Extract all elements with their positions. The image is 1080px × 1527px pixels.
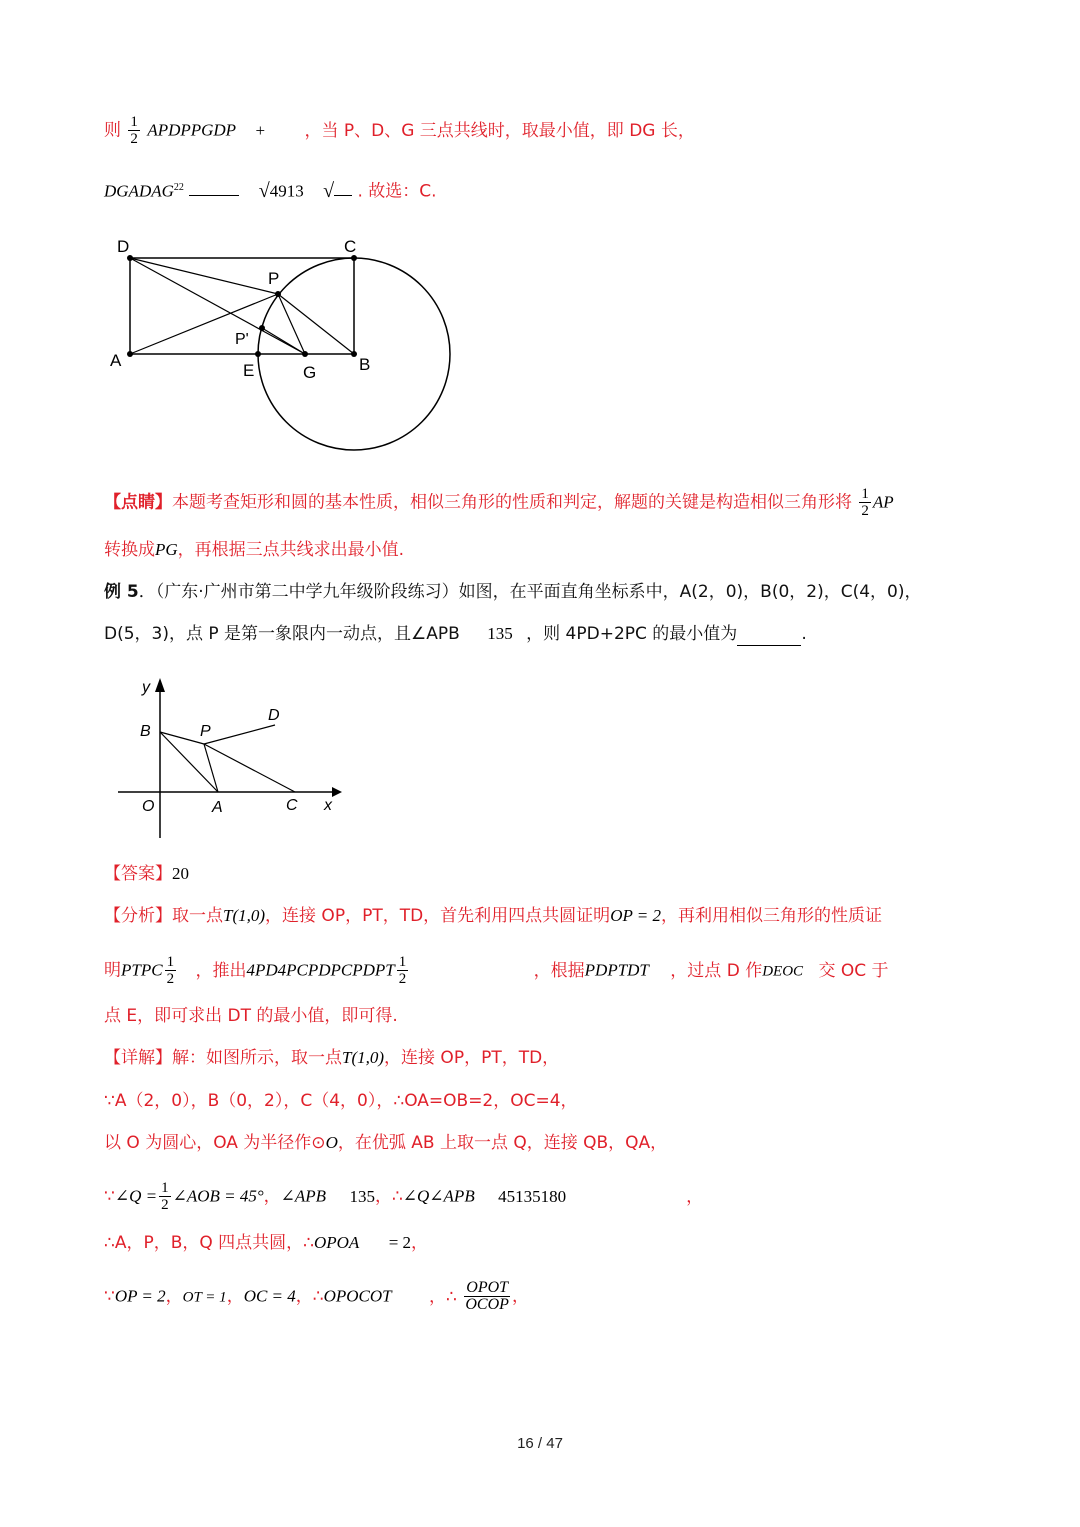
- text: ，再利用相似三角形的性质证: [661, 906, 883, 926]
- figure-rectangle-circle: [100, 232, 460, 457]
- label-g: G: [303, 363, 317, 382]
- fraction: $\frac{1}{2}$: [398, 954, 407, 987]
- math-expr: OPOA: [313, 1233, 360, 1252]
- math-expr: ∠AOB = 45°: [172, 1186, 264, 1206]
- text: ，当 P、D、G 三点共线时，取最小值，即 DG 长，: [304, 120, 695, 141]
- text: ∵: [104, 1186, 115, 1207]
- point-e: [255, 351, 261, 357]
- math-expr: OPOCOT: [323, 1286, 392, 1306]
- text: 明: [104, 960, 121, 981]
- text: 点 E，即可求出 DT 的最小值，即可得.: [104, 1006, 398, 1026]
- point-pp: [259, 325, 265, 331]
- label-o: O: [142, 798, 155, 815]
- segment-pd: [204, 725, 275, 744]
- value: 135: [487, 624, 513, 643]
- detail-line: [104, 1046, 559, 1070]
- analysis-line-3: [104, 1004, 398, 1028]
- text: ，∴: [374, 1186, 403, 1207]
- text: 转换成: [104, 540, 155, 560]
- label-d: D: [117, 237, 130, 256]
- point-g: [302, 351, 308, 357]
- value: = 2: [388, 1233, 412, 1252]
- text: D(5，3)，点 P 是第一象限内一动点，且∠APB: [104, 624, 460, 644]
- fraction: $\frac{1}{2}$: [161, 1180, 169, 1213]
- label-p: P: [200, 723, 211, 740]
- text: ∵A（2，0），B（0，2），C（4，0），∴OA=OB=2，OC=4，: [104, 1091, 578, 1111]
- math-expr: PTPC: [121, 960, 163, 980]
- root-value: 4913: [269, 181, 304, 201]
- answer-value: 20: [172, 864, 189, 883]
- page-number: 16 / 47: [517, 1435, 563, 1452]
- value: 135: [349, 1186, 375, 1206]
- segment-pg: [278, 294, 305, 354]
- analysis-line: [104, 904, 882, 928]
- math-expr: OP = 2: [610, 906, 662, 925]
- math-expr: T(1,0): [342, 1048, 385, 1067]
- point-b: [351, 351, 357, 357]
- text: 本题考查矩形和圆的基本性质，相似三角形的性质和判定，解题的关键是构造相似三角形将: [172, 492, 852, 513]
- math-expr: DEOC: [762, 963, 804, 980]
- text: ，推出: [195, 960, 247, 981]
- text: ，再根据三点共线求出最小值.: [177, 540, 405, 560]
- x-arrow: [332, 787, 342, 797]
- text: . 故选：C.: [357, 181, 437, 202]
- text: ，∴: [429, 1286, 457, 1307]
- label-a: A: [212, 799, 223, 816]
- fraction: $\frac{1}{2}$: [130, 114, 138, 147]
- analysis-line-2: [104, 954, 889, 987]
- tag-analysis: 【分析】: [104, 906, 172, 926]
- math-expr: OT = 1: [182, 1289, 227, 1306]
- label-c: C: [344, 237, 357, 256]
- math-expr: ∠Q∠APB: [402, 1186, 475, 1206]
- text: ，根据: [533, 960, 585, 981]
- tag-detail: 【详解】: [104, 1048, 172, 1068]
- label-a: A: [110, 351, 122, 370]
- text: ，连接 OP，PT，TD，: [384, 1048, 560, 1068]
- dianjing-line-2: [104, 538, 404, 562]
- example5-line-2: [104, 622, 807, 646]
- label-e: E: [243, 361, 255, 380]
- math-expr: PDPTDT: [584, 960, 649, 980]
- point-a: [127, 351, 133, 357]
- segment-dp: [130, 258, 278, 294]
- label-y: y: [142, 679, 150, 696]
- text: ，: [686, 1186, 704, 1207]
- label-d: D: [268, 707, 280, 724]
- fraction: $\frac{1}{2}$: [166, 954, 175, 987]
- y-arrow: [155, 678, 165, 692]
- answer-line: [104, 862, 189, 886]
- math-expr: OP = 2: [114, 1286, 166, 1306]
- figure-coordinate: [110, 672, 350, 844]
- fraction: $\frac{\text{OPOT}}{\text{OCOP}}$: [465, 1279, 509, 1313]
- detail-line-6: ∵OP = 2，OT = 1，OC = 4，∴OPOCOT ，∴ $\frac{\text{OPOT}}{\text{OCOP}}$ ，: [104, 1279, 530, 1313]
- text: ，: [411, 1233, 429, 1253]
- math-expr: PG: [155, 540, 178, 559]
- text: ，∴: [295, 1286, 324, 1307]
- period: .: [801, 624, 807, 644]
- math-expr: APDPPGDP: [147, 120, 237, 140]
- text: 取一点: [172, 906, 223, 926]
- text: 则: [104, 120, 121, 141]
- label-b: B: [140, 723, 151, 740]
- text: ，过点 D 作: [670, 960, 763, 981]
- math-expr: 4PD4PCPDPCPDPT: [246, 960, 395, 980]
- text: ∵: [104, 1286, 115, 1307]
- text: ，: [263, 1186, 281, 1207]
- example-label: 例 5: [104, 582, 139, 602]
- text: ，连接 OP，PT，TD，首先利用四点共圆证明: [265, 906, 611, 926]
- segment-pc: [204, 744, 295, 792]
- text: 以 O 为圆心，OA 为半径作⊙: [104, 1133, 326, 1153]
- text: ，在优弧 AB 上取一点 Q，连接 QB，QA，: [337, 1133, 668, 1153]
- text: ∴A，P，B，Q 四点共圆，∴: [104, 1233, 314, 1253]
- label-b: B: [359, 355, 371, 374]
- math-expr: AP: [872, 492, 894, 512]
- detail-line-2: [104, 1089, 578, 1113]
- math-expr: ∠Q =: [114, 1186, 158, 1206]
- line-1: [104, 114, 695, 147]
- label-c: C: [286, 797, 298, 814]
- math-expr: DGADAG: [104, 181, 174, 201]
- label-p: P: [268, 269, 280, 288]
- value: 45135180: [498, 1186, 567, 1206]
- line-2: DGADAG$^{22}$ √4913 √ . 故选：C.: [104, 179, 437, 202]
- text: 解：如图所示，取一点: [172, 1048, 342, 1068]
- math-expr: O: [325, 1133, 338, 1152]
- text: 交 OC 于: [818, 960, 889, 981]
- text: ，则 4PD+2PC 的最小值为: [526, 624, 738, 644]
- example5-line: [104, 580, 922, 604]
- detail-line-5: [104, 1231, 428, 1255]
- detail-line-3: [104, 1131, 667, 1155]
- dianjing-line: [104, 486, 894, 519]
- superscript: 22: [173, 182, 184, 193]
- fraction: $\frac{1}{2}$: [861, 486, 869, 519]
- segment-ap: [130, 294, 278, 354]
- point-p: [275, 291, 281, 297]
- plus-sign: +: [255, 120, 266, 140]
- answer-blank[interactable]: [737, 627, 801, 646]
- text: ，: [512, 1286, 530, 1307]
- math-expr: ∠APB: [280, 1186, 327, 1206]
- math-expr: OC = 4: [243, 1286, 296, 1306]
- label-x: x: [324, 797, 332, 814]
- text: ．（广东·广州市第二中学九年级阶段练习）如图，在平面直角坐标系中，A(2，0)，B(0，2)，C(4，0)，: [138, 582, 922, 602]
- tag-dianjing: 【点睛】: [104, 492, 172, 513]
- tag-answer: 【答案】: [104, 864, 172, 884]
- math-expr: T(1,0): [223, 906, 266, 925]
- label-pp: P': [235, 331, 249, 348]
- detail-line-4: [104, 1180, 703, 1213]
